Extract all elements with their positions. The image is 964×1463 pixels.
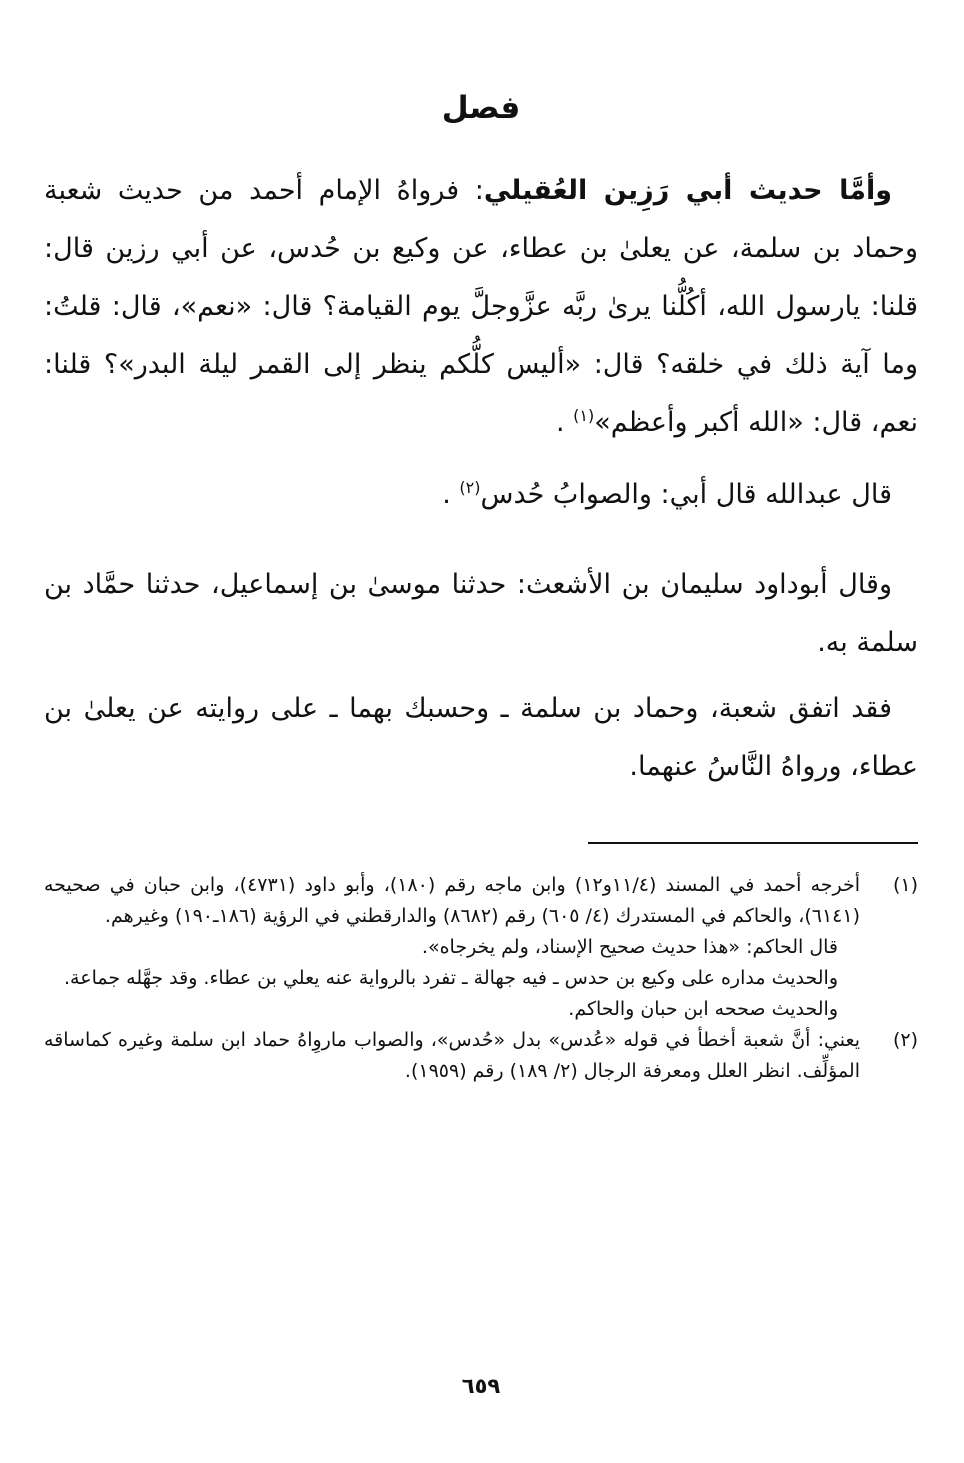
paragraph-text: قال عبدالله قال أبي: والصوابُ حُدس: [480, 479, 892, 510]
footnote-2: [44, 1025, 918, 1087]
footnote-subtext: والحديث صححه ابن حبان والحاكم.: [568, 998, 838, 1020]
footnote-number: (٢): [892, 1029, 918, 1051]
paragraph-text: فقد اتفق شعبة، وحماد بن سلمة ـ وحسبك بهما ـ على روايته عن يعلىٰ بن عطاء، ورواهُ النَّاسُ عنهما.: [44, 693, 918, 782]
paragraph-hadith: [44, 162, 918, 452]
footnote-ref-2[interactable]: (٢): [459, 478, 481, 497]
paragraph-text: وقال أبوداود سليمان بن الأشعث: حدثنا موسىٰ بن إسماعيل، حدثنا حمَّاد بن سلمة به.: [44, 569, 918, 658]
footnote-subtext: قال الحاكم: «هذا حديث صحيح الإسناد، ولم يخرجاه».: [421, 936, 838, 958]
page-number: ٦٥٩: [461, 1374, 501, 1398]
paragraph-agreement: [44, 680, 918, 796]
paragraph-abdullah: [44, 466, 918, 524]
footnotes: [44, 870, 918, 1087]
footnote-text: يعني: أنَّ شعبة أخطأ في قوله «عُدس» بدل «حُدس»، والصواب ماروِاهُ حماد ابن سلمة وغيره كماساقه المؤلِّف. انظر العلل ومعرفة الرجال (٢/ ١٨٩) رقم (١٩٥٩).: [44, 1029, 860, 1082]
footnote-separator: [588, 842, 918, 844]
paragraph-abudawud: [44, 556, 918, 672]
footnote-1: [44, 870, 918, 1025]
paragraph-end: .: [442, 479, 460, 510]
footnote-ref-1[interactable]: (١): [573, 406, 595, 425]
paragraph-end: .: [555, 407, 574, 438]
footnote-text: أخرجه أحمد في المسند (١١/٤و١٢) وابن ماجه رقم (١٨٠)، وأبو داود (٤٧٣١)، وابن حبان في صحيحه (٦١٤١)، والحاكم في المستدرك (٤/ ٦٠٥) رقم (٨٦٨٢) والدارقطني في الرؤية (١٨٦ـ١٩٠) وغيرهم.: [44, 874, 861, 927]
paragraph-text: : فرواهُ الإمام أحمد من حديث شعبة وحماد بن سلمة، عن يعلىٰ بن عطاء، عن وكيع بن حُدس، عن أبي رزين قال: قلنا: يارسول الله، أكُلُّنا يرىٰ ربَّه عزَّوجلَّ يوم القيامة؟ قال: «نعم»، قال: قلتُ: وما آية ذلك في خلقه؟ قال: «أليس كلُّكم ينظر إلى القمر ليلة البدر»؟ قلنا: نعم، قال: «الله أكبر وأعظم»: [44, 175, 918, 438]
paragraph-lead: وأمَّا حديث أبي رَزِين العُقيلي: [483, 175, 892, 206]
footnote-subtext: والحديث مداره على وكيع بن حدس ـ فيه جهالة ـ تفرد بالرواية عنه يعلي بن عطاء. وقد جهَّله جماعة.: [64, 967, 838, 989]
footnote-number: (١): [892, 874, 918, 896]
section-heading: فصل: [441, 90, 521, 126]
document-page: [44, 0, 918, 1463]
